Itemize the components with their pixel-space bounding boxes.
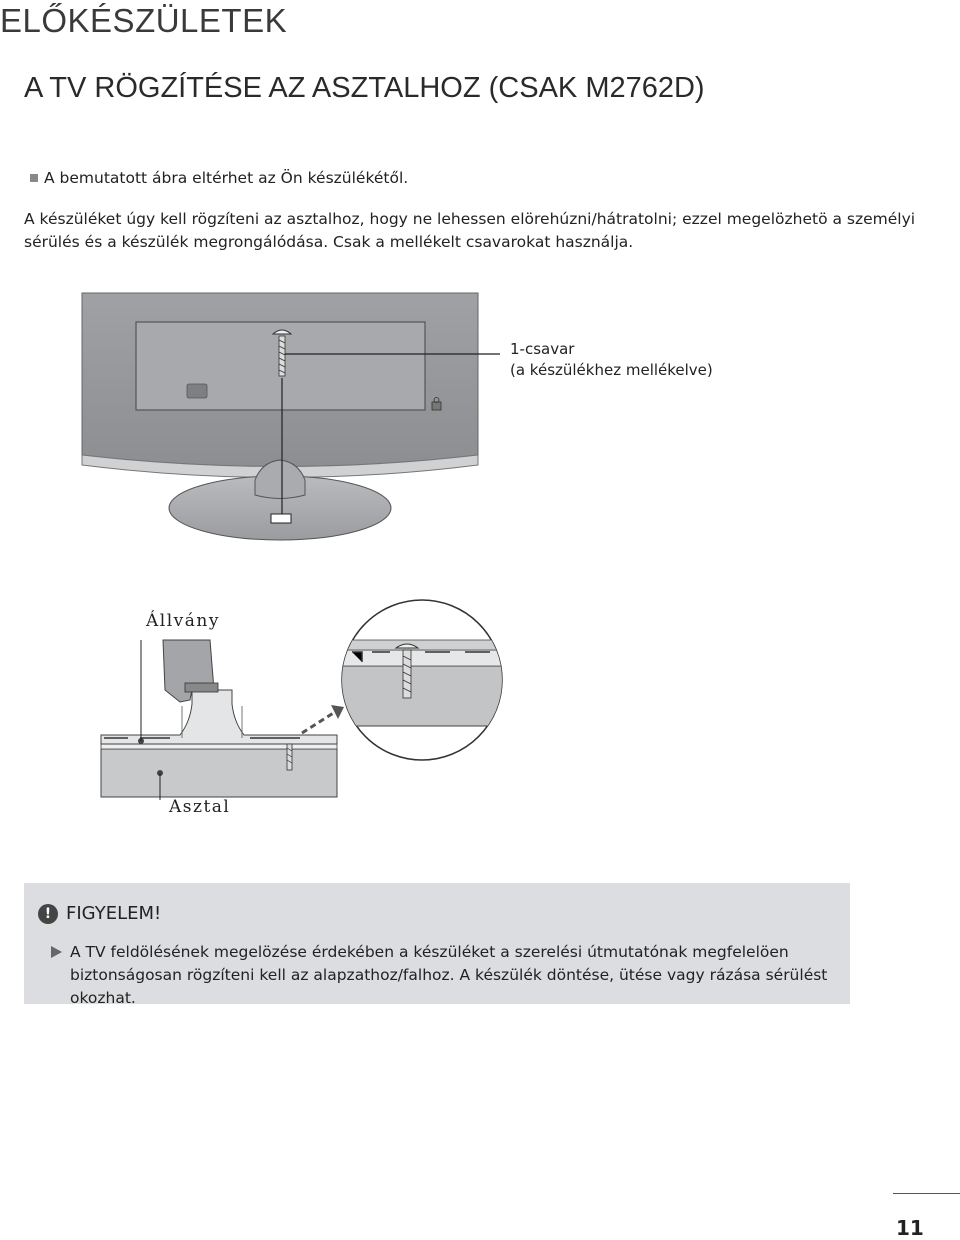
screw-icon [287, 744, 292, 770]
table-label: Asztal [169, 797, 231, 817]
warning-text: A TV feldölésének megelözése érdekében a készüléket a szerelési útmutatónak megfelelöen biztonságosan rögzíteni kell az alapzathoz/falhoz. A készülék döntése, ütése vagy rázása sérülést okozhat. [70, 943, 828, 1007]
screw-label-line2: (a készülékhez mellékelve) [510, 361, 713, 379]
warning-title: FIGYELEM! [66, 903, 162, 924]
tv-back-illustration [82, 293, 500, 540]
page-number-rule [893, 1193, 960, 1194]
stand-label: Állvány [146, 611, 220, 631]
page-number: 11 [896, 1216, 924, 1240]
note-text: A bemutatott ábra eltérhet az Ön készülékétől. [44, 169, 409, 187]
warning-header [38, 903, 161, 924]
chapter-title: ELŐKÉSZÜLETEK [0, 2, 288, 39]
screw-callout [510, 339, 713, 381]
stand-table-section [101, 640, 344, 800]
tv-stand-diagram [0, 280, 960, 840]
bullet-square-icon [30, 174, 38, 182]
intro-paragraph: A készüléket úgy kell rögzíteni az asztalhoz, hogy ne lehessen elörehúzni/hátratolni; ezzel megelözhetö a személyi sérülés és a készülék megrongálódása. Csak a mellékelt csavarokat használja. [24, 210, 916, 251]
arrow-bullet-icon [51, 946, 62, 958]
installation-figure [0, 280, 960, 844]
exclamation-icon: ! [38, 904, 58, 924]
screw-label-line1: 1-csavar [510, 340, 575, 358]
warning-box [24, 883, 850, 1007]
section-title: A TV RÖGZÍTÉSE AZ ASZTALHOZ (CSAK M2762D) [24, 72, 705, 104]
note [30, 169, 408, 187]
zoom-detail-circle [340, 600, 510, 760]
